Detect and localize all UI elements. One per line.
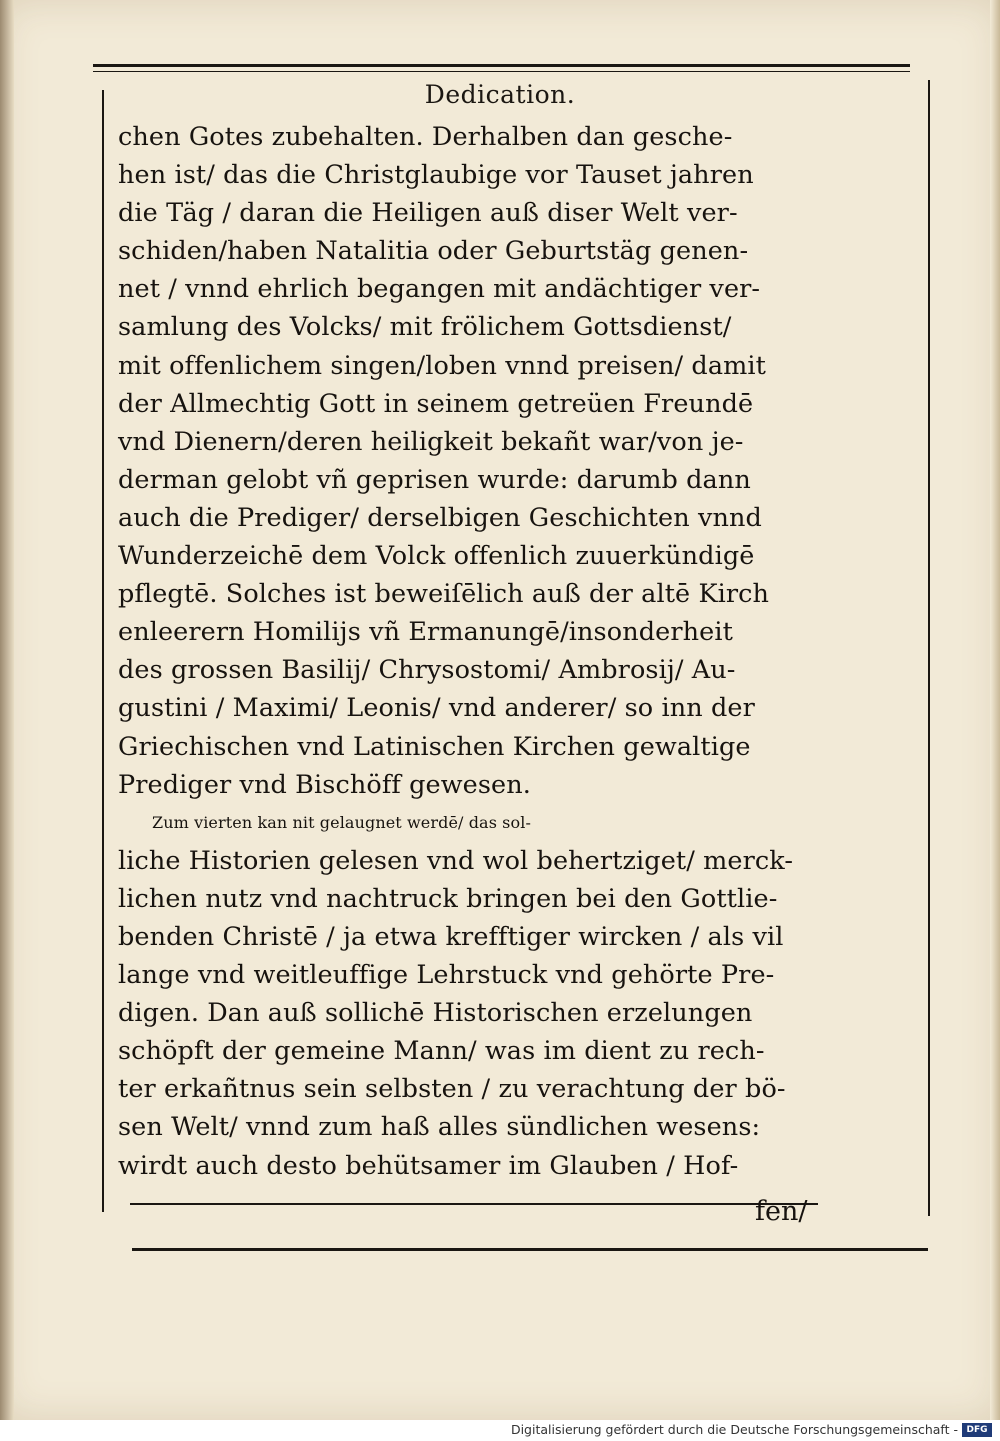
text-line: gustini / Maximi/ Leonis/ vnd anderer/ so inn der <box>118 693 755 724</box>
text-line: schöpft der gemeine Mann/ was im dient zu rech- <box>118 1036 765 1067</box>
page-edge <box>990 0 1000 1420</box>
text-line: vnd Dienern/deren heiligkeit bekañt war/von je- <box>118 426 744 457</box>
text-bottom-rule <box>130 1203 818 1205</box>
left-frame-rule <box>102 90 104 1212</box>
text-line: lange vnd weitleuffige Lehrstuck vnd gehörte Pre- <box>118 960 775 991</box>
top-rule <box>93 64 910 67</box>
foot-rule <box>132 1248 928 1251</box>
text-line: derman gelobt vñ geprisen wurde: darumb dann <box>118 464 751 495</box>
text-line: pflegtē. Solches ist beweiſēlich auß der altē Kirch <box>118 579 770 610</box>
text-line: Griechischen vnd Latinischen Kirchen gewaltige <box>118 731 751 762</box>
text-line: samlung des Volcks/ mit frölichem Gottsdienst/ <box>118 312 732 343</box>
text-line: sen Welt/ vnnd zum haß alles sündlichen wesens: <box>118 1112 761 1143</box>
text-line: des grossen Basilij/ Chrysostomi/ Ambrosij/ Au- <box>118 655 736 686</box>
text-line: schiden/haben Natalitia oder Geburtstäg genen- <box>118 236 749 267</box>
text-line: auch die Prediger/ derselbigen Geschichten vnnd <box>118 502 762 533</box>
text-line: hen ist/ das die Christglaubige vor Tauset jahren <box>118 160 754 191</box>
running-head: Dedication. <box>424 80 576 109</box>
text-line: Wunderzeichē dem Volck offenlich zuuerkündigē <box>118 541 755 572</box>
text-line: chen Gotes zubehalten. Derhalben dan gesche- <box>118 122 733 152</box>
text-line: liche Historien gelesen vnd wol behertziget/ merck- <box>118 845 794 876</box>
body-text <box>118 118 820 1185</box>
text-line: der Allmechtig Gott in seinem getreüen Freundē <box>118 388 754 419</box>
page-gutter-shadow <box>0 0 14 1420</box>
funding-notice: Digitalisierung gefördert durch die Deutsche Forschungsgemeinschaft - <box>510 1422 958 1437</box>
text-line: die Täg / daran die Heiligen auß diser Welt ver- <box>118 198 738 229</box>
text-line: mit offenlichem singen/loben vnnd preisen/ damit <box>118 350 767 381</box>
top-rule-thin <box>93 71 910 72</box>
text-line: Prediger vnd Bischöff gewesen. <box>118 769 531 800</box>
text-line: ter erkañtnus sein selbsten / zu verachtung der bö- <box>118 1074 786 1105</box>
text-line: lichen nutz vnd nachtruck bringen bei den Gottlie- <box>118 883 778 914</box>
digitization-footer <box>0 1420 1000 1441</box>
text-line: net / vnnd ehrlich begangen mit andächtiger ver- <box>118 274 761 305</box>
right-frame-rule <box>928 80 930 1216</box>
text-line: enleerern Homilijs vñ Ermanungē/insonderheit <box>118 617 733 648</box>
catchword: fen/ <box>755 1196 808 1227</box>
text-line: benden Christē / ja etwa krefftiger wircken / als vil <box>118 921 784 952</box>
text-line: digen. Dan auß sollichē Historischen erzelungen <box>118 998 753 1029</box>
text-line: wirdt auch desto behütsamer im Glauben / Hof- <box>118 1150 739 1181</box>
dfg-logo: DFG <box>962 1423 992 1437</box>
paragraph-start-line: Zum vierten kan nit gelaugnet werdē/ das sol- <box>152 812 531 832</box>
